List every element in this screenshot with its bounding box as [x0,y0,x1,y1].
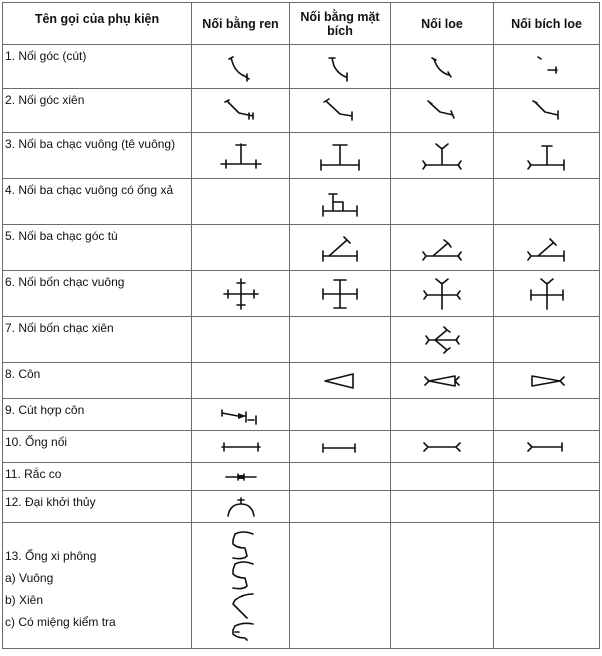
fitting-name: 8. Côn [3,363,192,399]
symbol-cell [290,133,391,179]
fitting-name: 4. Nối ba chạc vuông có ống xả [3,179,192,225]
symbol-cell [290,463,391,491]
symbol-cell [391,133,494,179]
flanged-tee-with-drain-symbol [315,184,365,220]
flanged-cross-symbol [317,275,363,313]
flared-coupling-symbol [417,437,467,457]
symbol-cell [192,431,290,463]
table-row [3,45,600,89]
symbol-cell [192,271,290,317]
table-row [3,317,600,363]
flared-flange-tee-symbol [522,138,572,174]
flared-reducer-symbol [419,368,465,394]
symbol-cell [391,363,494,399]
fitting-name: 7. Nối bốn chạc xiên [3,317,192,363]
threaded-cross-symbol [218,275,264,313]
siphon-sub-square: a) Vuông [5,571,54,585]
symbol-cell [192,523,290,649]
table-row [3,271,600,317]
threaded-start-flange-symbol [216,494,266,520]
flanged-elbow-symbol [320,50,360,84]
symbol-cell [192,317,290,363]
flared-flange-oblique-tee-symbol [522,230,572,266]
threaded-oblique-elbow-symbol [219,94,263,128]
symbol-cell [494,271,600,317]
symbol-cell [192,89,290,133]
symbol-cell [494,133,600,179]
symbol-cell [391,491,494,523]
symbol-cell [494,179,600,225]
flanged-coupling-symbol [315,437,365,457]
symbol-cell [391,45,494,89]
symbol-cell [290,271,391,317]
symbol-cell [192,225,290,271]
symbol-cell [391,431,494,463]
siphon-title: 13. Ống xi phông [5,549,97,563]
flared-oblique-cross-symbol [419,321,465,359]
table-row [3,363,600,399]
header-flared: Nối loe [391,3,494,45]
siphon-sub-oblique: b) Xiên [5,593,44,607]
flared-elbow-symbol [422,50,462,84]
flared-flange-oblique-elbow-symbol [525,94,569,128]
symbol-cell [290,523,391,649]
flared-flange-cross-symbol [524,275,570,313]
symbol-cell [494,317,600,363]
siphon-sub-inspection: c) Có miệng kiểm tra [5,615,116,629]
fitting-name: 5. Nối ba chạc góc tù [3,225,192,271]
flanged-oblique-tee-symbol [315,230,365,266]
table-row [3,491,600,523]
pipe-fittings-table [2,2,600,649]
threaded-elbow-symbol [221,50,261,84]
symbol-cell [192,179,290,225]
symbol-cell [494,523,600,649]
symbol-cell [391,317,494,363]
threaded-reducing-elbow-symbol [216,402,266,428]
flared-cross-symbol [419,275,465,313]
threaded-coupling-symbol [216,437,266,457]
symbol-cell [290,431,391,463]
symbol-cell [290,317,391,363]
fitting-name: 10. Ống nối [3,431,192,463]
fitting-name [3,523,192,649]
symbol-cell [192,491,290,523]
threaded-union-symbol [216,468,266,486]
fitting-name: 9. Cút hợp côn [3,399,192,431]
symbol-cell [290,491,391,523]
header-flared-flange: Nối bích loe [494,3,600,45]
symbol-cell [494,431,600,463]
symbol-cell [391,225,494,271]
fitting-name: 12. Đại khởi thủy [3,491,192,523]
symbol-cell [391,523,494,649]
symbol-cell [391,399,494,431]
symbol-cell [290,179,391,225]
flanged-tee-symbol [315,138,365,174]
symbol-cell [290,399,391,431]
header-threaded: Nối bằng ren [192,3,290,45]
symbol-cell [290,225,391,271]
symbol-cell [192,45,290,89]
header-fitting-name: Tên gọi của phụ kiện [3,3,192,45]
symbol-cell [192,133,290,179]
symbol-cell [290,89,391,133]
threaded-siphon-symbols [213,526,269,646]
header-flanged: Nối bằng mặt bích [290,3,391,45]
symbol-cell [192,363,290,399]
symbol-cell [494,45,600,89]
symbol-cell [494,463,600,491]
flared-flange-coupling-symbol [522,437,572,457]
fitting-name: 2. Nối góc xiên [3,89,192,133]
flared-oblique-tee-symbol [417,230,467,266]
table-row [3,463,600,491]
symbol-cell [391,463,494,491]
flared-tee-symbol [417,138,467,174]
symbol-cell [494,399,600,431]
symbol-cell [391,89,494,133]
fitting-name: 6. Nối bốn chạc vuông [3,271,192,317]
flared-flange-reducer-symbol [524,368,570,394]
symbol-cell [192,399,290,431]
table-row [3,399,600,431]
flared-flange-elbow-symbol [527,50,567,84]
threaded-tee-symbol [216,138,266,174]
symbol-cell [494,225,600,271]
table-row [3,431,600,463]
symbol-cell [192,463,290,491]
table-row [3,225,600,271]
symbol-cell [494,89,600,133]
symbol-cell [494,491,600,523]
table-row [3,523,600,649]
symbol-cell [391,271,494,317]
table-row [3,89,600,133]
header-row [3,3,600,45]
flanged-oblique-elbow-symbol [318,94,362,128]
fitting-name: 3. Nối ba chạc vuông (tê vuông) [3,133,192,179]
flanged-reducer-symbol [317,368,363,394]
table-row [3,179,600,225]
symbol-cell [391,179,494,225]
symbol-cell [290,45,391,89]
fitting-name: 11. Rắc co [3,463,192,491]
table-row [3,133,600,179]
symbol-cell [290,363,391,399]
symbol-cell [494,363,600,399]
flared-oblique-elbow-symbol [420,94,464,128]
fitting-name: 1. Nối góc (cút) [3,45,192,89]
